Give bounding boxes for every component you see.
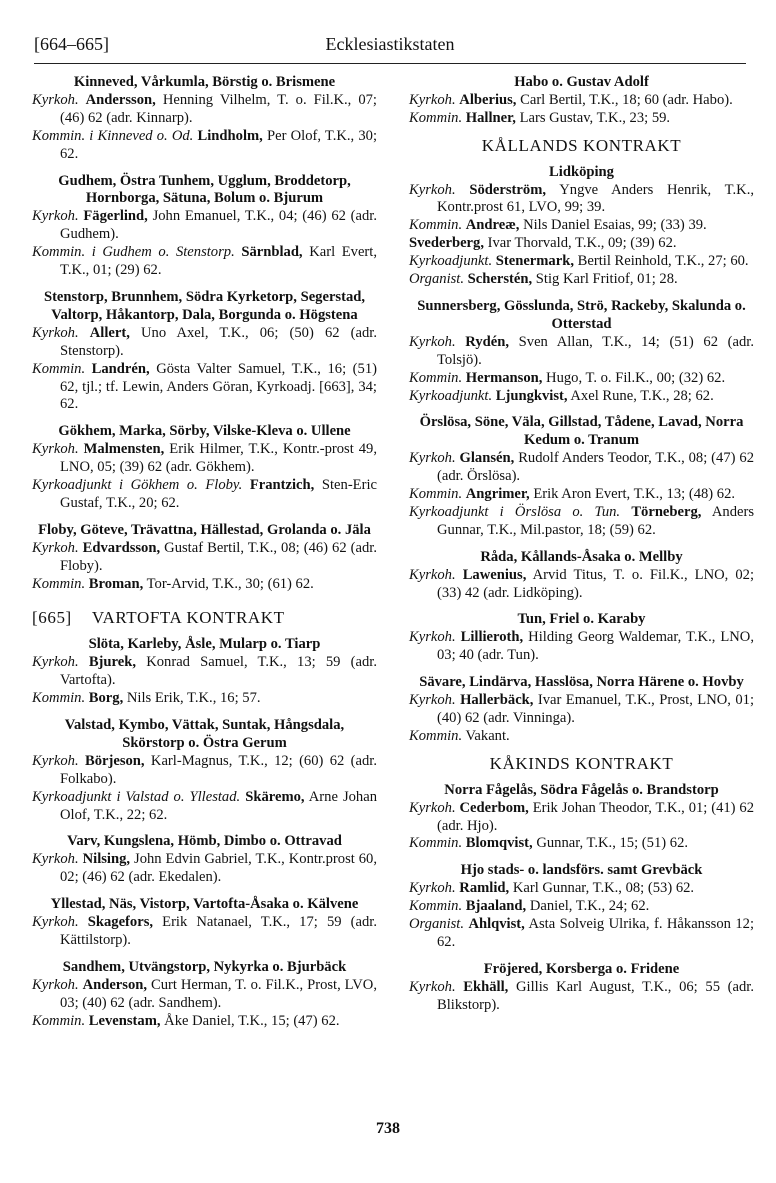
entry-details: Uno Axel, T.K., 06; (50) 62 (adr. Stenstorp). bbox=[60, 324, 377, 359]
parish-heading: Fröjered, Korsberga o. Fridene bbox=[483, 960, 680, 977]
clergy-entry bbox=[32, 789, 377, 825]
person-name: Borg, bbox=[88, 690, 124, 707]
contract-title: KÅLLANDS KONTRAKT bbox=[481, 135, 682, 155]
clergy-entry bbox=[32, 325, 377, 361]
entry-details: Konrad Samuel, T.K., 13; 59 (adr. Vartofta). bbox=[60, 654, 377, 689]
clergy-entry bbox=[409, 217, 754, 235]
person-name: Anderson, bbox=[82, 976, 148, 993]
clergy-entry bbox=[409, 182, 754, 218]
entry-details: Yngve Anders Henrik, T.K., Kontr.prost 61, LVO, 99; 39. bbox=[437, 181, 755, 216]
parish-heading: Habo o. Gustav Adolf bbox=[514, 74, 649, 90]
clergy-entry bbox=[409, 567, 754, 603]
entry-details: Erik Johan Theodor, T.K., 01; (41) 62 (adr. Hjo). bbox=[437, 799, 754, 834]
role-label: Kyrkoh. bbox=[32, 441, 79, 458]
role-label: Kyrkoh. bbox=[32, 208, 79, 225]
entry-details: Sten-Eric Gustaf, T.K., 20; 62. bbox=[60, 477, 377, 511]
role-label: Kyrkoadjunkt i Örslösa o. Tun. bbox=[409, 503, 621, 520]
contract-heading bbox=[32, 609, 377, 627]
person-name: Lawenius, bbox=[462, 566, 527, 583]
entry-details: Åke Daniel, T.K., 15; (47) 62. bbox=[164, 1012, 340, 1029]
entry-details: Asta Solveig Ulrika, f. Håkansson 12; 62. bbox=[437, 916, 755, 950]
person-name: Skagefors, bbox=[87, 914, 154, 931]
clergy-entry bbox=[409, 92, 754, 110]
person-name: Alberius, bbox=[459, 91, 517, 108]
entry-details: Sven Allan, T.K., 14; (51) 62 (adr. Tolsjö). bbox=[437, 333, 755, 368]
person-name: Bjaaland, bbox=[465, 898, 527, 915]
person-name: Bjurek, bbox=[88, 654, 136, 671]
role-label: Kyrkoh. bbox=[409, 91, 456, 108]
contract-heading bbox=[409, 755, 754, 773]
clergy-entry bbox=[409, 235, 754, 253]
role-label: Kyrkoadjunkt. bbox=[409, 387, 493, 404]
parish-heading: Gudhem, Östra Tunhem, Ugglum, Broddetorp, Hornborga, Sätuna, Bolum o. Bjurum bbox=[58, 172, 351, 207]
entry-details: Karl Evert, T.K., 01; (29) 62. bbox=[60, 244, 377, 279]
clergy-entry bbox=[409, 880, 754, 898]
entry-details: Arne Johan Olof, T.K., 22; 62. bbox=[60, 788, 378, 823]
clergy-entry bbox=[32, 477, 377, 513]
entry-details: Axel Rune, T.K., 28; 62. bbox=[570, 387, 714, 404]
person-name: Svederberg, bbox=[409, 235, 484, 252]
parish-heading: Gökhem, Marka, Sörby, Vilske-Kleva o. Ullene bbox=[58, 423, 351, 440]
entry-details: Daniel, T.K., 24; 62. bbox=[529, 898, 650, 915]
page-number: 738 bbox=[376, 1120, 400, 1137]
role-label: Kommin. bbox=[32, 360, 86, 377]
entry-details: Erik Natanael, T.K., 17; 59 (adr. Kättilstorp). bbox=[60, 914, 377, 948]
person-name: Ahlqvist, bbox=[468, 916, 525, 933]
person-name: Levenstam, bbox=[88, 1012, 161, 1029]
clergy-entry bbox=[409, 388, 754, 406]
clergy-entry bbox=[409, 370, 754, 388]
entry-details: Rudolf Anders Teodor, T.K., 08; (47) 62 (adr. Örslösa). bbox=[437, 450, 754, 485]
entry-details: Carl Bertil, T.K., 18; 60 (adr. Habo). bbox=[520, 91, 733, 108]
entry-details: Gunnar, T.K., 15; (51) 62. bbox=[536, 835, 689, 852]
contract-heading bbox=[409, 137, 754, 155]
role-label: Kyrkoh. bbox=[409, 692, 456, 709]
role-label: Organist. bbox=[409, 916, 465, 933]
parish-heading: Sunnersberg, Gösslunda, Strö, Rackeby, Skalunda o. Otterstad bbox=[417, 297, 746, 332]
person-name: Törneberg, bbox=[631, 503, 702, 520]
clergy-entry bbox=[32, 540, 377, 576]
parish-heading: Stenstorp, Brunnhem, Södra Kyrketorp, Segerstad, Valtorp, Håkantorp, Dala, Borgunda o. Högstena bbox=[43, 288, 366, 323]
parish-heading: Norra Fågelås, Södra Fågelås o. Brandstorp bbox=[444, 781, 719, 798]
parish-heading: Råda, Kållands-Åsaka o. Mellby bbox=[480, 548, 683, 565]
role-label: Kyrkoh. bbox=[409, 181, 456, 198]
role-label: Kommin. bbox=[409, 486, 463, 503]
role-label: Kyrkoh. bbox=[32, 752, 79, 769]
person-name: Lindholm, bbox=[197, 127, 263, 144]
role-label: Kommin. bbox=[409, 217, 463, 234]
clergy-entry bbox=[32, 441, 377, 477]
clergy-entry bbox=[409, 271, 754, 289]
role-label: Kommin. bbox=[409, 898, 463, 915]
parish-heading: Kinneved, Vårkumla, Börstig o. Brismene bbox=[73, 74, 336, 90]
parish-heading: Tun, Friel o. Karaby bbox=[517, 611, 646, 628]
clergy-entry bbox=[409, 800, 754, 836]
clergy-entry bbox=[32, 92, 377, 128]
person-name: Cederbom, bbox=[459, 799, 529, 816]
person-name: Andersson, bbox=[85, 91, 156, 108]
entry-details: Bertil Reinhold, T.K., 27; 60. bbox=[577, 253, 749, 270]
role-label: Kyrkoh. bbox=[32, 91, 79, 108]
clergy-entry bbox=[32, 690, 377, 708]
section-page-number: [665] bbox=[32, 608, 72, 628]
entry-details: Erik Aron Evert, T.K., 13; (48) 62. bbox=[533, 486, 736, 503]
entry-details: Tor-Arvid, T.K., 30; (61) 62. bbox=[146, 575, 314, 592]
clergy-entry bbox=[409, 916, 754, 952]
clergy-entry bbox=[32, 914, 377, 950]
role-label: Kommin. bbox=[409, 109, 463, 126]
role-label: Kyrkoh. bbox=[32, 324, 79, 341]
clergy-entry bbox=[409, 898, 754, 916]
person-name: Andreæ, bbox=[465, 217, 520, 234]
contract-title: VARTOFTA KONTRAKT bbox=[91, 608, 285, 628]
person-name: Glansén, bbox=[459, 450, 515, 467]
entry-details: Gösta Valter Samuel, T.K., 16; (51) 62, tjl.; tf. Lewin, Anders Göran, Kyrkoadj. [663], 34; 62. bbox=[60, 360, 377, 413]
parish-heading: Varv, Kungslena, Hömb, Dimbo o. Ottravad bbox=[67, 833, 342, 850]
person-name: Söderström, bbox=[469, 181, 546, 198]
entry-details: John Emanuel, T.K., 04; (46) 62 (adr. Gudhem). bbox=[60, 208, 377, 243]
person-name: Edvardsson, bbox=[82, 539, 161, 556]
entry-details: Stig Karl Fritiof, 01; 28. bbox=[535, 271, 678, 288]
clergy-entry bbox=[409, 486, 754, 504]
entry-details: Erik Hilmer, T.K., Kontr.-prost 49, LNO, 05; (39) 62 (adr. Gökhem). bbox=[60, 441, 378, 476]
page-range: [664–665] bbox=[34, 34, 109, 54]
person-name: Stenermark, bbox=[495, 253, 574, 270]
person-name: Hallerbäck, bbox=[460, 692, 534, 709]
clergy-entry bbox=[32, 977, 377, 1013]
entry-details: Karl-Magnus, T.K., 12; (60) 62 (adr. Folkabo). bbox=[60, 752, 377, 787]
entry-details: Arvid Titus, T. o. Fil.K., LNO, 02; (33) 42 (adr. Lidköping). bbox=[437, 566, 754, 601]
clergy-entry bbox=[409, 504, 754, 540]
clergy-entry bbox=[409, 253, 754, 271]
parish-heading: Valstad, Kymbo, Vättak, Suntak, Hångsdala, Skörstorp o. Östra Gerum bbox=[64, 717, 345, 751]
role-label: Organist. bbox=[409, 271, 465, 288]
entry-details: Hugo, T. o. Fil.K., 00; (32) 62. bbox=[546, 369, 726, 386]
header-title: Ecklesiastikstaten bbox=[325, 34, 455, 54]
person-name: Nilsing, bbox=[82, 851, 131, 868]
clergy-entry bbox=[32, 361, 377, 415]
role-label: Kommin. bbox=[409, 369, 463, 386]
role-label: Kommin. bbox=[32, 575, 86, 592]
clergy-entry bbox=[32, 851, 377, 887]
person-name: Allert, bbox=[89, 324, 130, 341]
person-name: Hermanson, bbox=[465, 369, 543, 386]
person-name: Angrimer, bbox=[465, 486, 530, 503]
parish-heading: Yllestad, Näs, Vistorp, Vartofta-Åsaka o. Kälvene bbox=[50, 896, 359, 913]
clergy-entry bbox=[409, 979, 754, 1015]
parish-heading: Hjo stads- o. landsförs. samt Grevbäck bbox=[460, 862, 703, 879]
person-name: Broman, bbox=[88, 575, 144, 592]
role-label: Kommin. bbox=[409, 835, 463, 852]
clergy-entry bbox=[409, 450, 754, 486]
clergy-entry bbox=[409, 835, 754, 853]
person-name: Fägerlind, bbox=[83, 208, 148, 225]
person-name: Ljungkvist, bbox=[495, 387, 568, 404]
person-name: Särnblad, bbox=[241, 244, 303, 261]
entry-details: Curt Herman, T. o. Fil.K., Prost, LVO, 03; (40) 62 (adr. Sandhem). bbox=[60, 976, 377, 1011]
left-column bbox=[32, 70, 377, 1031]
right-column bbox=[409, 70, 754, 1015]
person-name: Ekhäll, bbox=[463, 978, 509, 995]
person-name: Frantzich, bbox=[249, 477, 315, 494]
role-label: Kommin. i Kinneved o. Od. bbox=[32, 127, 194, 144]
entry-details: Gillis Karl August, T.K., 06; 55 (adr. Blikstorp). bbox=[437, 978, 754, 1013]
role-label: Kyrkoh. bbox=[409, 978, 456, 995]
role-label: Kyrkoh. bbox=[32, 851, 79, 868]
clergy-entry bbox=[32, 654, 377, 690]
person-name: Malmensten, bbox=[83, 441, 165, 458]
person-name: Skäremo, bbox=[245, 788, 305, 805]
person-name: Blomqvist, bbox=[465, 835, 533, 852]
entry-details: Vakant. bbox=[465, 727, 510, 744]
person-name: Rydén, bbox=[465, 333, 509, 350]
clergy-entry bbox=[32, 1013, 377, 1031]
parish-heading: Floby, Göteve, Trävattna, Hällestad, Grolanda o. Jäla bbox=[38, 521, 371, 538]
role-label: Kommin. bbox=[409, 727, 463, 744]
role-label: Kyrkoh. bbox=[409, 799, 456, 816]
role-label: Kyrkoadjunkt i Gökhem o. Floby. bbox=[32, 477, 243, 494]
clergy-entry bbox=[32, 753, 377, 789]
entry-details: John Edvin Gabriel, T.K., Kontr.prost 60, 02; (46) 62 (adr. Ekedalen). bbox=[60, 851, 378, 886]
parish-heading: Sävare, Lindärva, Hasslösa, Norra Härene o. Hovby bbox=[419, 674, 744, 691]
entry-details: Lars Gustav, T.K., 23; 59. bbox=[519, 109, 671, 126]
entry-details: Per Olof, T.K., 30; 62. bbox=[60, 127, 378, 162]
role-label: Kommin. i Gudhem o. Stenstorp. bbox=[32, 244, 235, 261]
parish-heading: Örslösa, Söne, Väla, Gillstad, Tådene, Lavad, Norra Kedum o. Tranum bbox=[419, 414, 744, 449]
entry-details: Anders Gunnar, T.K., Mil.pastor, 18; (59) 62. bbox=[437, 503, 755, 538]
clergy-entry bbox=[409, 629, 754, 665]
role-label: Kyrkoh. bbox=[409, 566, 456, 583]
parish-heading: Lidköping bbox=[549, 163, 614, 180]
clergy-entry bbox=[409, 728, 754, 746]
person-name: Scherstén, bbox=[467, 271, 533, 288]
entry-details: Nils Erik, T.K., 16; 57. bbox=[126, 690, 261, 707]
person-name: Börjeson, bbox=[84, 752, 145, 769]
entry-details: Karl Gunnar, T.K., 08; (53) 62. bbox=[512, 880, 695, 897]
clergy-entry bbox=[409, 692, 754, 728]
entry-details: Nils Daniel Esaias, 99; (33) 39. bbox=[523, 217, 707, 234]
entry-details: Ivar Thorvald, T.K., 09; (39) 62. bbox=[487, 235, 677, 252]
parish-heading: Slöta, Karleby, Åsle, Mularp o. Tiarp bbox=[88, 636, 321, 653]
person-name: Lillieroth, bbox=[460, 629, 524, 646]
role-label: Kyrkoh. bbox=[409, 333, 456, 350]
role-label: Kyrkoh. bbox=[409, 450, 456, 467]
contract-title: KÅKINDS KONTRAKT bbox=[489, 753, 674, 773]
role-label: Kyrkoh. bbox=[32, 914, 79, 931]
entry-details: Gustaf Bertil, T.K., 08; (46) 62 (adr. Floby). bbox=[60, 539, 377, 574]
person-name: Landrén, bbox=[91, 360, 150, 377]
header-rule bbox=[34, 63, 746, 64]
clergy-entry bbox=[409, 334, 754, 370]
role-label: Kyrkoadjunkt i Valstad o. Yllestad. bbox=[32, 788, 241, 805]
role-label: Kommin. bbox=[32, 690, 86, 707]
role-label: Kyrkoh. bbox=[409, 629, 456, 646]
running-header bbox=[34, 34, 746, 64]
clergy-entry bbox=[32, 128, 377, 164]
role-label: Kyrkoadjunkt. bbox=[409, 253, 493, 270]
clergy-entry bbox=[32, 244, 377, 280]
entry-details: Hilding Georg Waldemar, T.K., LNO, 03; 40 (adr. Tun). bbox=[437, 629, 754, 664]
role-label: Kyrkoh. bbox=[409, 880, 456, 897]
clergy-entry bbox=[409, 110, 754, 128]
role-label: Kyrkoh. bbox=[32, 976, 79, 993]
role-label: Kyrkoh. bbox=[32, 654, 79, 671]
parish-heading: Sandhem, Utvängstorp, Nykyrka o. Bjurbäck bbox=[62, 958, 347, 975]
role-label: Kommin. bbox=[32, 1012, 86, 1029]
role-label: Kyrkoh. bbox=[32, 539, 79, 556]
clergy-entry bbox=[32, 576, 377, 594]
entry-details: Ivar Emanuel, T.K., Prost, LNO, 01; (40) 62 (adr. Vinninga). bbox=[437, 692, 754, 726]
clergy-entry bbox=[32, 208, 377, 244]
entry-details: Henning Vilhelm, T. o. Fil.K., 07; (46) 62 (adr. Kinnarp). bbox=[60, 91, 377, 126]
person-name: Hallner, bbox=[465, 109, 516, 126]
person-name: Ramlid, bbox=[459, 880, 510, 897]
